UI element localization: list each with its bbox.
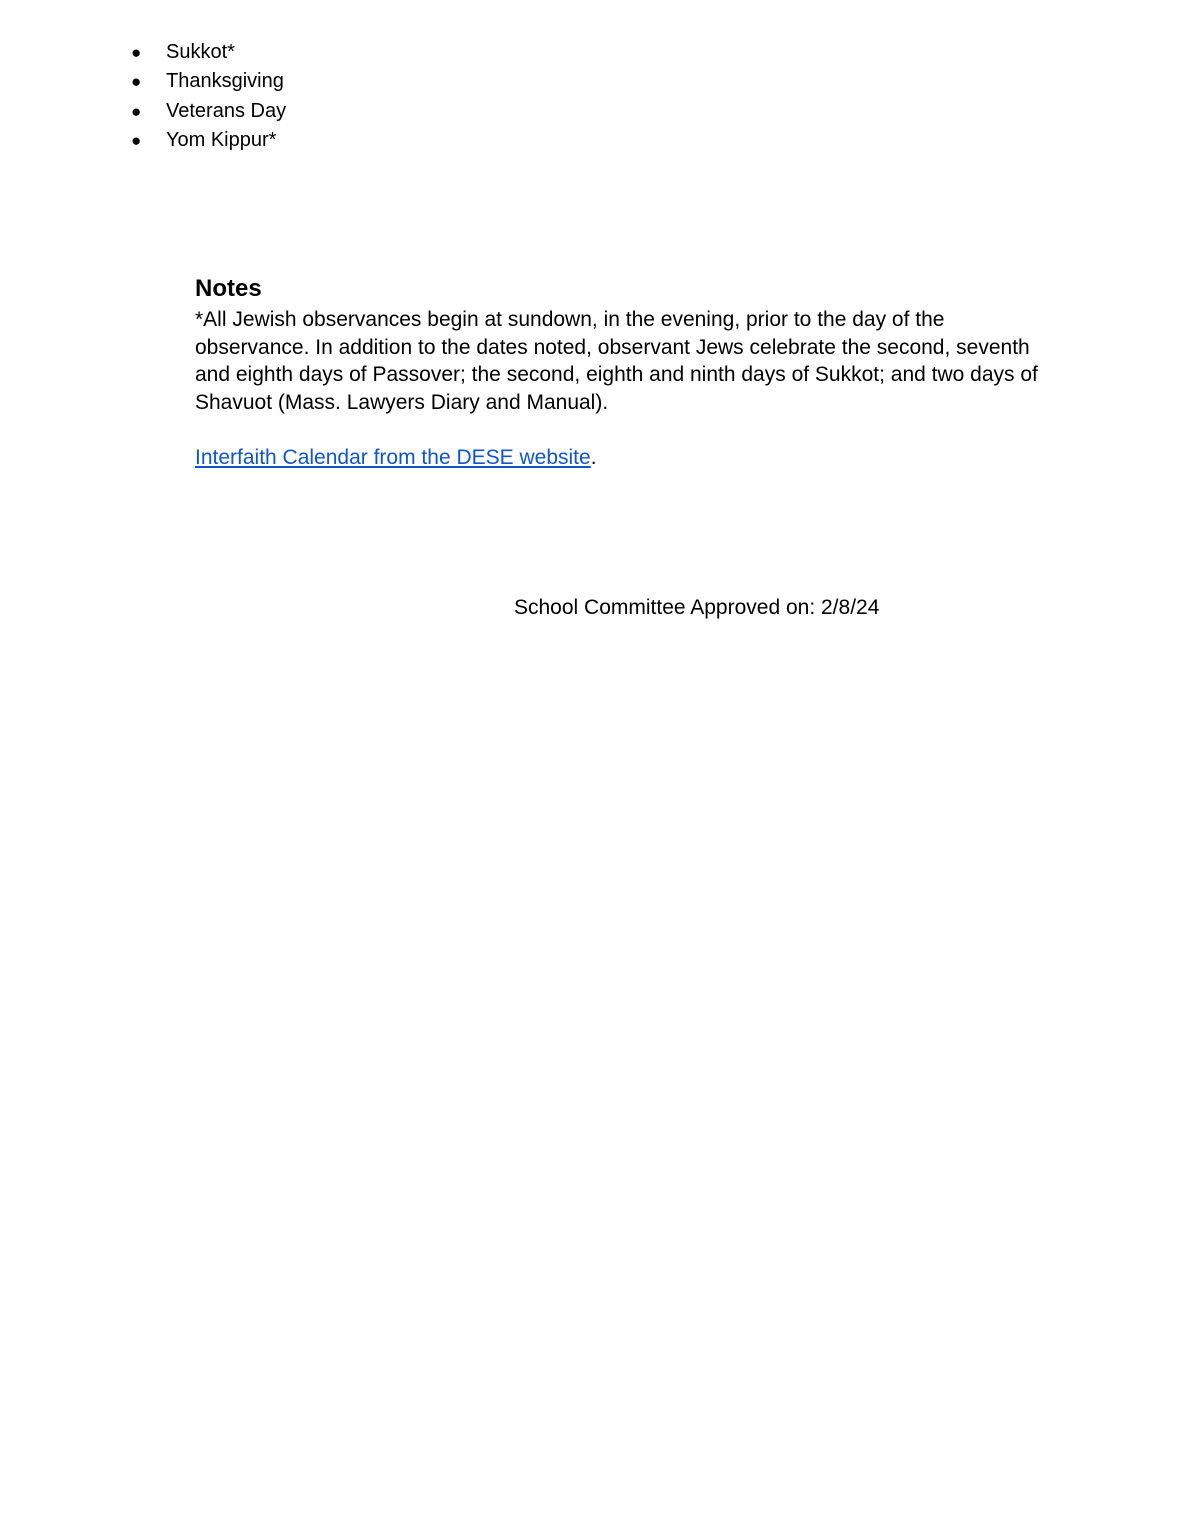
- bullet-icon: ●: [131, 101, 142, 121]
- list-item-label: Sukkot*: [166, 41, 235, 63]
- list-item-label: Thanksgiving: [166, 70, 284, 93]
- notes-heading: Notes: [195, 275, 262, 302]
- approval-text: School Committee Approved on: 2/8/24: [514, 596, 880, 619]
- bullet-icon: ●: [131, 72, 142, 92]
- list-item-label: Veterans Day: [166, 99, 287, 122]
- link-suffix: .: [590, 446, 597, 469]
- notes-link-line: [195, 444, 1045, 472]
- bullet-icon: ●: [131, 43, 142, 62]
- bullet-icon: ●: [131, 130, 142, 150]
- notes-section: [195, 272, 1045, 472]
- interfaith-calendar-link[interactable]: Interfaith Calendar from the DESE website: [195, 446, 591, 469]
- notes-body: *All Jewish observances begin at sundown, in the evening, prior to the day of the observance. In addition to the dates noted, observant Jews celebrate the second, seventh and eighth days of Passover; the second, eighth and ninth days of Sukkot; and two days of Shavuot (Mass. Lawyers Diary and Manual).: [195, 308, 1038, 414]
- list-item-label: Yom Kippur*: [166, 128, 277, 151]
